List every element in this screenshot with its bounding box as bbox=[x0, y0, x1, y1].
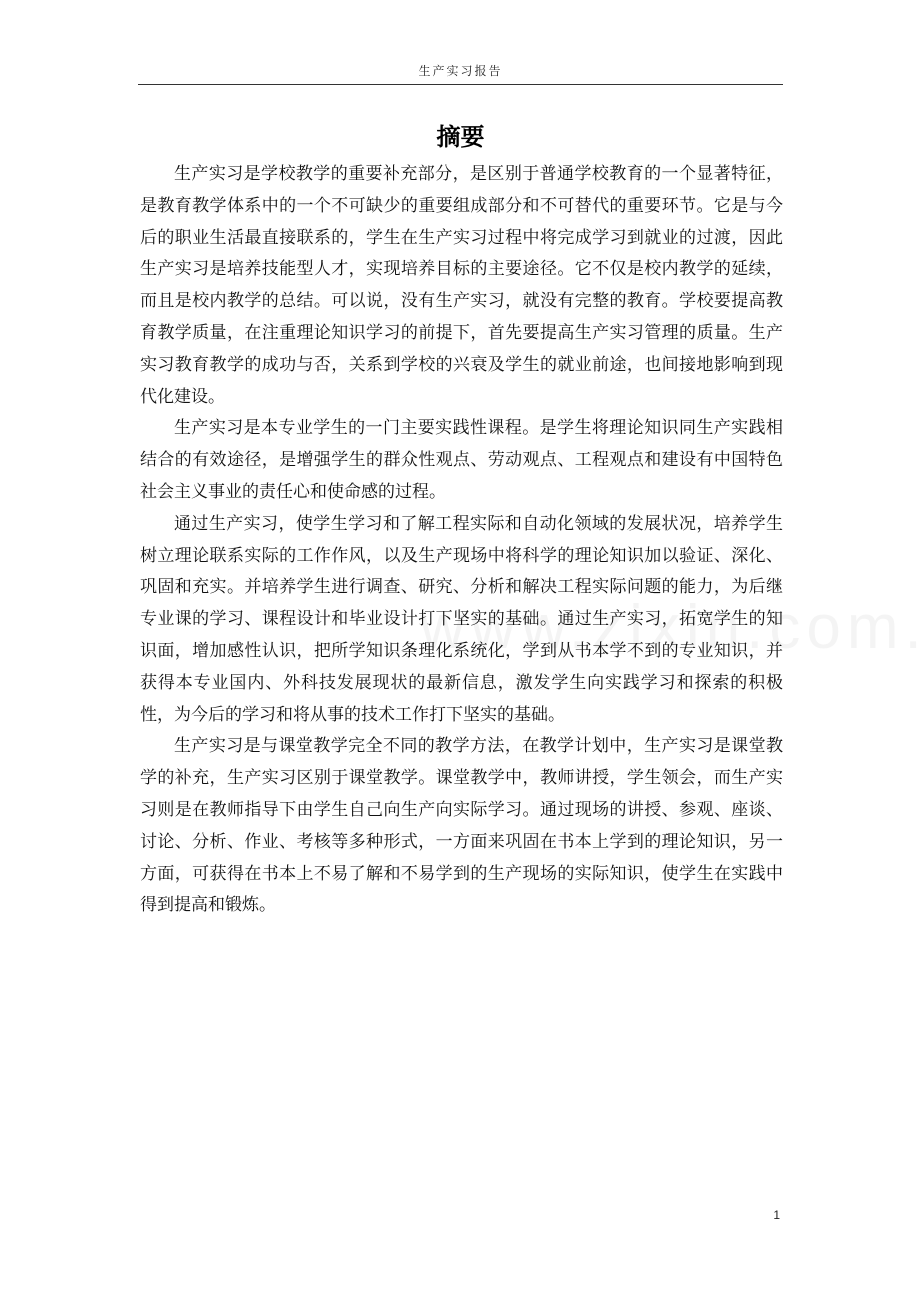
paragraph-1: 生产实习是学校教学的重要补充部分，是区别于普通学校教育的一个显著特征，是教育教学体系中的一个不可缺少的重要组成部分和不可替代的重要环节。它是与今后的职业生活最直接联系的，学生在生产实习过程中将完成学习到就业的过渡，因此生产实习是培养技能型人才，实现培养目标的主要途径。它不仅是校内教学的延续，而且是校内教学的总结。可以说，没有生产实习，就没有完整的教育。学校要提高教育教学质量，在注重理论知识学习的前提下，首先要提高生产实习管理的质量。生产实习教育教学的成功与否，关系到学校的兴衰及学生的就业前途，也间接地影响到现代化建设。 bbox=[140, 164, 783, 407]
running-header: 生产实习报告 bbox=[418, 64, 503, 78]
abstract-body bbox=[140, 159, 783, 922]
paragraph-4: 生产实习是与课堂教学完全不同的教学方法，在教学计划中，生产实习是课堂教学的补充，生产实习区别于课堂教学。课堂教学中，教师讲授，学生领会，而生产实习则是在教师指导下由学生自己向生产向实际学习。通过现场的讲授、参观、座谈、讨论、分析、作业、考核等多种形式，一方面来巩固在书本上学到的理论知识，另一方面，可获得在书本上不易了解和不易学到的生产现场的实际知识，使学生在实践中得到提高和锻炼。 bbox=[140, 736, 783, 916]
header-rule bbox=[138, 84, 783, 85]
paragraph-3: 通过生产实习，使学生学习和了解工程实际和自动化领域的发展状况，培养学生树立理论联系实际的工作作风，以及生产现场中将科学的理论知识加以验证、深化、巩固和充实。并培养学生进行调查、研究、分析和解决工程实际问题的能力，为后继专业课的学习、课程设计和毕业设计打下坚实的基础。通过生产实习，拓宽学生的知识面，增加感性认识，把所学知识条理化系统化，学到从书本学不到的专业知识，并获得本专业国内、外科技发展现状的最新信息，激发学生向实践学习和探索的积极性，为今后的学习和将从事的技术工作打下坚实的基础。 bbox=[140, 513, 783, 725]
page-number: 1 bbox=[773, 1208, 780, 1222]
page-title: 摘要 bbox=[436, 123, 485, 151]
paragraph-2: 生产实习是本专业学生的一门主要实践性课程。是学生将理论知识同生产实践相结合的有效途径，是增强学生的群众性观点、劳动观点、工程观点和建设有中国特色社会主义事业的责任心和使命感的过程。 bbox=[140, 418, 783, 502]
